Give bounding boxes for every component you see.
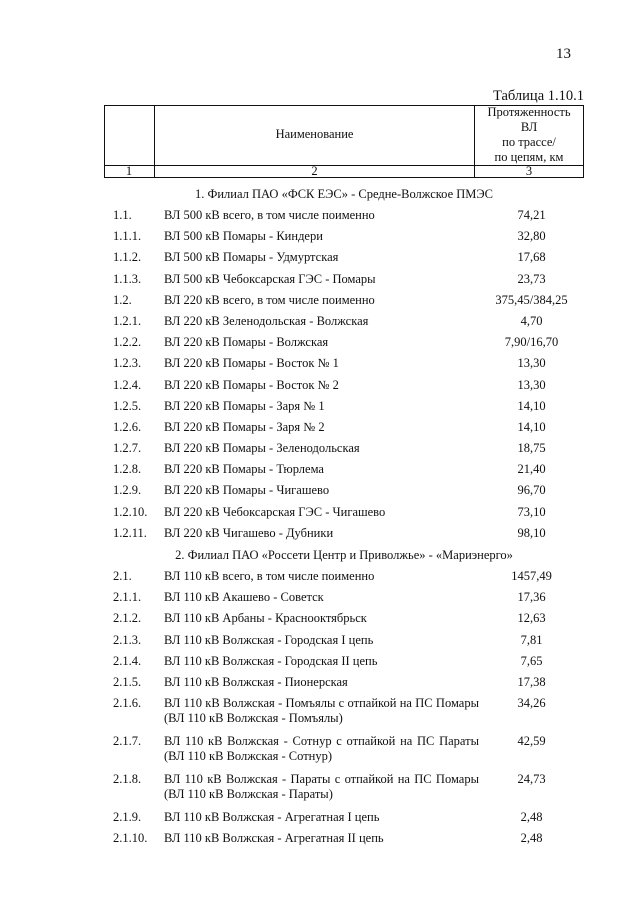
row-value: 98,10 xyxy=(517,525,546,540)
row-value: 21,40 xyxy=(517,462,546,477)
column-header-length xyxy=(475,105,583,165)
row-value: 2,48 xyxy=(520,810,543,825)
row-value: 14,10 xyxy=(517,398,546,413)
length-header-line: по цепям, км xyxy=(494,150,564,164)
row-name: ВЛ 110 кВ Волжская - Городская II цепь xyxy=(164,653,378,668)
row-value: 24,73 xyxy=(517,772,546,787)
table-row xyxy=(104,502,584,523)
page-number: 13 xyxy=(556,46,571,62)
length-header-line: Протяженность xyxy=(487,105,571,119)
row-number: 1.2.6. xyxy=(113,419,142,434)
table-row xyxy=(104,731,584,769)
row-number: 1.1.2. xyxy=(113,250,142,265)
table-row xyxy=(104,769,584,807)
row-name: ВЛ 110 кВ Волжская - Параты с отпайкой на ПС Помары (ВЛ 110 кВ Волжская - Параты) xyxy=(164,772,479,802)
row-number: 2.1.9. xyxy=(113,810,142,825)
row-value: 17,38 xyxy=(517,674,546,689)
row-number: 1.2.4. xyxy=(113,377,142,392)
row-name: ВЛ 110 кВ всего, в том числе поименно xyxy=(164,569,375,583)
row-name: ВЛ 110 кВ Волжская - Сотнур с отпайкой на ПС Параты (ВЛ 110 кВ Волжская - Сотнур) xyxy=(164,734,479,764)
table-row xyxy=(104,566,584,587)
table-row xyxy=(104,205,584,226)
table-row xyxy=(104,247,584,268)
row-number: 1.2.5. xyxy=(113,398,142,413)
row-name: ВЛ 220 кВ Помары - Чигашево xyxy=(164,483,330,498)
row-number: 2.1.4. xyxy=(113,653,142,668)
row-number: 2.1.8. xyxy=(113,772,142,787)
table-row xyxy=(104,438,584,459)
column-header-name: Наименование xyxy=(275,127,354,141)
table-row xyxy=(104,828,584,849)
table-header xyxy=(104,105,584,177)
row-number: 2.1.10. xyxy=(113,831,148,846)
table-row xyxy=(104,523,584,544)
row-value: 375,45/384,25 xyxy=(495,292,568,307)
row-name: ВЛ 220 кВ всего, в том числе поименно xyxy=(164,292,375,307)
table-row xyxy=(104,375,584,396)
row-value: 18,75 xyxy=(517,441,546,456)
row-value: 17,36 xyxy=(517,590,546,605)
row-number: 1.1.1. xyxy=(113,229,142,244)
table-row xyxy=(104,672,584,693)
row-value: 74,21 xyxy=(517,208,546,222)
row-number: 1.1. xyxy=(113,208,132,222)
row-value: 13,30 xyxy=(517,377,546,392)
row-name: ВЛ 220 кВ Помары - Тюрлема xyxy=(164,462,324,477)
row-name: ВЛ 220 кВ Зеленодольская - Волжская xyxy=(164,313,369,328)
row-name: ВЛ 110 кВ Арбаны - Краснооктябрьск xyxy=(164,611,367,626)
row-number: 1.2.2. xyxy=(113,335,142,350)
row-number: 2.1.5. xyxy=(113,674,142,689)
section-title: 1. Филиал ПАО «ФСК ЕЭС» - Средне-Волжское ПМЭС xyxy=(194,187,493,201)
row-name: ВЛ 220 кВ Помары - Зеленодольская xyxy=(164,441,360,456)
row-value: 14,10 xyxy=(517,419,546,434)
row-value: 2,48 xyxy=(520,831,543,846)
row-value: 4,70 xyxy=(520,313,543,328)
row-value: 17,68 xyxy=(517,250,546,265)
header-right-border xyxy=(583,105,584,178)
row-name: ВЛ 220 кВ Чигашево - Дубники xyxy=(164,525,334,540)
table-row xyxy=(104,396,584,417)
table-row xyxy=(104,459,584,480)
row-name: ВЛ 110 кВ Волжская - Агрегатная I цепь xyxy=(164,810,380,825)
row-number: 1.2.3. xyxy=(113,356,142,371)
row-value: 32,80 xyxy=(517,229,546,244)
table-row xyxy=(104,353,584,374)
row-number: 2.1. xyxy=(113,569,132,583)
row-number: 1.1.3. xyxy=(113,271,142,286)
row-value: 7,81 xyxy=(520,632,543,647)
row-name: ВЛ 220 кВ Помары - Заря № 1 xyxy=(164,398,325,413)
table-row xyxy=(104,417,584,438)
row-number: 1.2.11. xyxy=(113,525,147,540)
table-body xyxy=(104,183,584,850)
row-name: ВЛ 110 кВ Волжская - Городская I цепь xyxy=(164,632,374,647)
row-value: 34,26 xyxy=(517,696,546,711)
row-name: ВЛ 110 кВ Волжская - Помъялы с отпайкой на ПС Помары (ВЛ 110 кВ Волжская - Помъялы) xyxy=(164,696,479,726)
row-name: ВЛ 220 кВ Чебоксарская ГЭС - Чигашево xyxy=(164,504,386,519)
column-number-2: 2 xyxy=(311,164,318,178)
row-number: 1.2.10. xyxy=(113,504,148,519)
row-name: ВЛ 220 кВ Помары - Волжская xyxy=(164,335,329,350)
row-value: 13,30 xyxy=(517,356,546,371)
table-row xyxy=(104,807,584,828)
table-row xyxy=(104,608,584,629)
row-value: 12,63 xyxy=(517,611,546,626)
row-number: 1.2.8. xyxy=(113,462,142,477)
column-number-1: 1 xyxy=(125,164,133,178)
table-row xyxy=(104,693,584,731)
row-number: 1.2.1. xyxy=(113,313,142,328)
row-number: 2.1.7. xyxy=(113,734,142,749)
row-value: 1457,49 xyxy=(511,569,552,583)
row-name: ВЛ 220 кВ Помары - Заря № 2 xyxy=(164,419,325,434)
row-value: 42,59 xyxy=(517,734,546,749)
table-row xyxy=(104,480,584,501)
row-value: 7,90/16,70 xyxy=(504,335,559,350)
table-row xyxy=(104,311,584,332)
table-row xyxy=(104,587,584,608)
table-caption: Таблица 1.10.1 xyxy=(492,88,584,104)
row-number: 2.1.2. xyxy=(113,611,142,626)
row-name: ВЛ 220 кВ Помары - Восток № 1 xyxy=(164,356,339,371)
row-name: ВЛ 110 кВ Волжская - Пионерская xyxy=(164,674,348,689)
row-number: 2.1.1. xyxy=(113,590,142,605)
table-row xyxy=(104,290,584,311)
section-title: 2. Филиал ПАО «Россети Центр и Приволжье» - «Мариэнерго» xyxy=(175,548,513,562)
row-value: 73,10 xyxy=(517,504,546,519)
table-row xyxy=(104,651,584,672)
row-number: 2.1.3. xyxy=(113,632,142,647)
row-value: 96,70 xyxy=(517,483,546,498)
length-header-line: ВЛ xyxy=(520,120,538,134)
row-name: ВЛ 220 кВ Помары - Восток № 2 xyxy=(164,377,339,392)
row-name: ВЛ 500 кВ Чебоксарская ГЭС - Помары xyxy=(164,271,376,286)
row-name: ВЛ 500 кВ Помары - Киндери xyxy=(164,229,323,244)
row-name: ВЛ 500 кВ всего, в том числе поименно xyxy=(164,208,375,222)
row-number: 1.2. xyxy=(113,292,132,307)
row-name: ВЛ 110 кВ Акашево - Советск xyxy=(164,590,324,605)
row-name: ВЛ 110 кВ Волжская - Агрегатная II цепь xyxy=(164,831,384,846)
row-value: 23,73 xyxy=(517,271,546,286)
row-number: 1.2.7. xyxy=(113,441,142,456)
row-number: 2.1.6. xyxy=(113,696,142,711)
row-name: ВЛ 500 кВ Помары - Удмуртская xyxy=(164,250,339,265)
table-row xyxy=(104,332,584,353)
column-number-3: 3 xyxy=(525,164,533,178)
length-header-line: по трассе/ xyxy=(502,135,556,149)
table-row xyxy=(104,269,584,290)
table-row xyxy=(104,226,584,247)
table-row xyxy=(104,630,584,651)
row-value: 7,65 xyxy=(520,653,543,668)
row-number: 1.2.9. xyxy=(113,483,142,498)
